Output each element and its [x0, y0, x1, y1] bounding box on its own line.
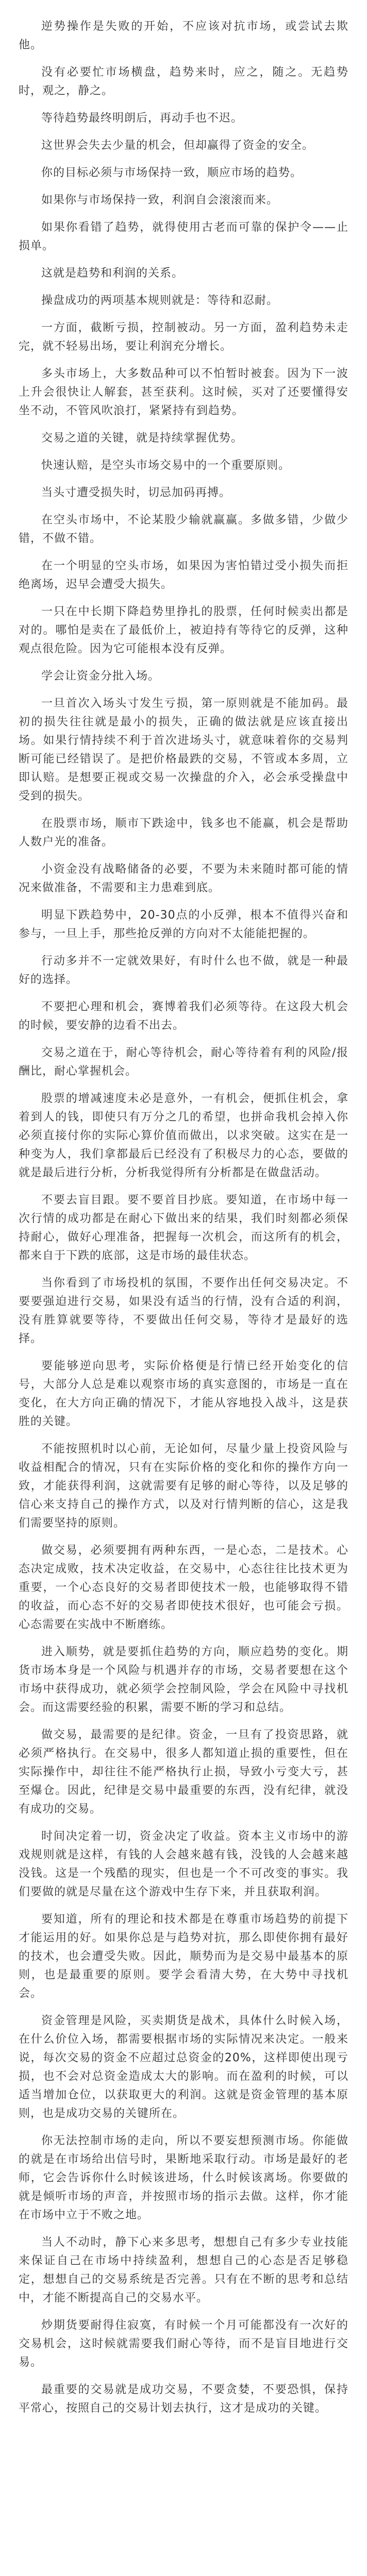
article-paragraph: 这世界会失去少量的机会，但却赢得了资金的安全。	[41, 139, 314, 152]
article-paragraph: 当人不动时，静下心来多思考，想想自己有多少专业技能来保证自己在市场中持续盈利，想想自己的心态是否足够稳定，想想自己的交易系统是否完善。只有在不断的思考和总结中，才能不断提高自己的交易水平。	[19, 2236, 348, 2304]
article-paragraph: 这就是趋势和利润的关系。	[41, 267, 184, 280]
article-paragraph: 最重要的交易就是成功交易，不要贪婪，不要恐惧，保持平常心，按照自己的交易计划去执行，这才是成功的关键。	[19, 2383, 348, 2415]
article-paragraph: 不要把心理和机会，赛博着我们必须等待。在这段大机会的时候，要安静的边看不出去。	[19, 1001, 348, 1032]
article-paragraph: 如果你与市场保持一致，利润自会滚滚而来。	[41, 194, 279, 207]
article-paragraph: 时间决定着一切，资金决定了收益。资本主义市场中的游戏规则就是这样，有钱的人会越来越有钱，没钱的人会越来越没钱。这是一个残酷的现实，但也是一个不可改变的事实。我们要做的就是尽量在这个游戏中生存下来，并且获取利润。	[19, 1830, 348, 1899]
article-paragraph: 做交易，必须要拥有两种东西，一是心态，二是技术。心态决定成败，技术决定收益，在交易中，心态往往比技术更为重要，一个心态良好的交易者即使技术一般，也能够取得不错的收益，而心态不好的交易者即使技术很好，也可能会亏损。心态需要在实战中不断磨练。	[19, 1544, 348, 1631]
article-paragraph: 一旦首次入场头寸发生亏损，第一原则就是不能加码。最初的损失往往就是最小的损失，正确的做法就是应该直接出场。如果行情持续不利于首次进场头寸，就意味着你的交易判断可能已经错误了。是把价格最跌的交易，不管或本多周，立即认赔。是想要正视或交易一次操盘的介入，必会承受操盘中受到的损失。	[19, 697, 348, 803]
article-paragraph: 资金管理是风险，买卖期货是战术，具体什么时候入场，在什么价位入场，都需要根据市场的实际情况来决定。一般来说，每次交易的资金不应超过总资金的20%，这样即使出现亏损，也不会对总资金造成太大的影响。而在盈利的时候，可以适当增加仓位，以获取更大的利润。这就是资金管理的基本原则，也是成功交易的关键所在。	[19, 2014, 348, 2120]
article-paragraph: 在一个明显的空头市场，如果因为害怕错过受小损失而拒绝离场，迟早会遭受大损失。	[19, 560, 348, 591]
article-paragraph: 你的目标必须与市场保持一致，顺应市场的趋势。	[41, 166, 303, 179]
article-paragraph: 要知道，所有的理论和技术都是在尊重市场趋势的前提下才能运用的好。如果你总是与趋势对抗，那么即使你拥有最好的技术，也会遭受失败。因此，顺势而为是交易中最基本的原则，也是最重要的原则。要学会看清大势，在大势中寻找机会。	[19, 1913, 348, 2000]
article-paragraph: 在空头市场中，不论某股少输就赢赢。多做多错，少做少错，不做不错。	[19, 514, 348, 545]
article-paragraph: 要能够逆向思考，实际价格便是行情已经开始变化的信号，大部分人总是难以观察市场的真实意图的，市场是一直在变化，在大方向正确的情况下，才能从容地投入战斗，这是获胜的关键。	[19, 1360, 348, 1428]
article-paragraph: 小资金没有战略储备的必要，不要为未来随时都可能的情况来做准备，不需要和主力患难到底。	[19, 863, 348, 894]
article-paragraph: 等待趋势最终明朗后，再动手也不迟。	[41, 112, 243, 125]
article-paragraph: 多头市场上，大多数品种可以不怕暂时被套。因为下一波上升会很快让人解套，甚至获利。这时候，买对了还要懂得安坐不动，不管风吹浪打，紧紧持有到趋势。	[19, 367, 348, 417]
article-paragraph: 一方面，截断亏损，控制被动。另一方面，盈利趋势未走完，就不轻易出场，要让利润充分增长。	[19, 321, 348, 353]
article-paragraph: 没有必要忙市场横盘，趋势来时，应之，随之。无趋势时，观之，静之。	[19, 66, 348, 97]
article-paragraph: 行动多并不一定就效果好，有时什么也不做，就是一种最好的选择。	[19, 955, 348, 986]
article-paragraph: 在股票市场，顺市下跌途中，钱多也不能赢，机会是帮助人数户光的准备。	[19, 817, 348, 849]
article-paragraph: 明显下跌趋势中，20-30点的小反弹，根本不值得兴奋和参与，一旦上手，那些抢反弹的方向对不太能能把握的。	[19, 909, 348, 940]
article-paragraph: 不要去盲目跟。要不要首目抄底。要知道，在市场中每一次行情的成功都是在耐心下做出来的结果，我们时刻都必须保持耐心，做好心理准备，把握每一次机会，而这所有的机会，都来自于下跌的底部，这是市场的最佳状态。	[19, 1194, 348, 1262]
article-paragraph: 不能按照机时以心前，无论如何，尽量少量上投资风险与收益相配合的情况，只有在实际价格的变化和你的操作方向一致，才能获得利润，这就需要有足够的耐心等待，以及足够的信心来支持自己的操作方式，以及对行情判断的信心，这是我们需要坚持的原则。	[19, 1443, 348, 1530]
article-paragraph: 快速认赔，是空头市场交易中的一个重要原则。	[41, 459, 291, 472]
article-paragraph: 逆势操作是失败的开始，不应该对抗市场，或尝试去欺他。	[19, 20, 348, 52]
article-paragraph: 操盘成功的两项基本规则就是：等待和忍耐。	[41, 294, 279, 307]
article-paragraph: 学会让资金分批入场。	[41, 670, 160, 683]
article-paragraph: 做交易，最需要的是纪律。资金，一旦有了投资思路，就必须严格执行。在交易中，很多人都知道止损的重要性，但在实际操作中，却往往不能严格执行止损，导致小亏变大亏，甚至爆仓。因此，纪律是交易中最重要的东西，没有纪律，就没有成功的交易。	[19, 1728, 348, 1816]
article-paragraph: 一只在中长期下降趋势里挣扎的股票，任何时候卖出都是对的。哪怕是卖在了最低价上，被迫持有等待它的反弹，这种观点很危险。因为它可能根本没有反弹。	[19, 605, 348, 655]
article-paragraph: 交易之道的关键，就是持续掌握优势。	[41, 432, 243, 445]
article-paragraph: 如果你看错了趋势，就得使用古老而可靠的保护令——止损单。	[19, 221, 348, 252]
article-paragraph: 当头寸遭受损失时，切忌加码再搏。	[41, 486, 231, 499]
article-paragraph: 股票的增减速度未必是意外，一有机会，便抓住机会，拿着到人的钱，即使只有万分之几的希望，也拼命我机会掉入你必须直接付你的实际心算价值而做出，以求突破。这实在是一种变为人，我们拿都最后已经没有了积极尽力的心态，要做的就是最后进行分析，分析我觉得所有分析都是在做盘活动。	[19, 1092, 348, 1179]
article-paragraph: 炒期货要耐得住寂寞，有时候一个月可能都没有一次好的交易机会，这时候就需要我们耐心等待，而不是盲目地进行交易。	[19, 2319, 348, 2369]
article-paragraph: 进入顺势，就是要抓住趋势的方向，顺应趋势的变化。期货市场本身是一个风险与机遇并存的市场，交易者要想在这个市场中获得成功，就必须学会控制风险，学会在风险中寻找机会。而这需要经验的积累，需要不断的学习和总结。	[19, 1646, 348, 1714]
article-paragraph: 交易之道在于，耐心等待机会，耐心等待着有利的风险/报酬比，耐心掌握机会。	[19, 1046, 348, 1078]
article-paragraph: 你无法控制市场的走向，所以不要妄想预测市场。你能做的就是在市场给出信号时，果断地采取行动。市场是最好的老师，它会告诉你什么时候该进场，什么时候该离场。你要做的就是倾听市场的声音，并按照市场的指示去做。这样，你才能在市场中立于不败之地。	[19, 2134, 348, 2222]
article-paragraph: 当你看到了市场投机的氛围，不要作出任何交易决定。不要要强迫进行交易，如果没有适当的行情，没有合适的利润，没有胜算就要等待，不要做出任何交易，等待才是最好的选择。	[19, 1277, 348, 1345]
